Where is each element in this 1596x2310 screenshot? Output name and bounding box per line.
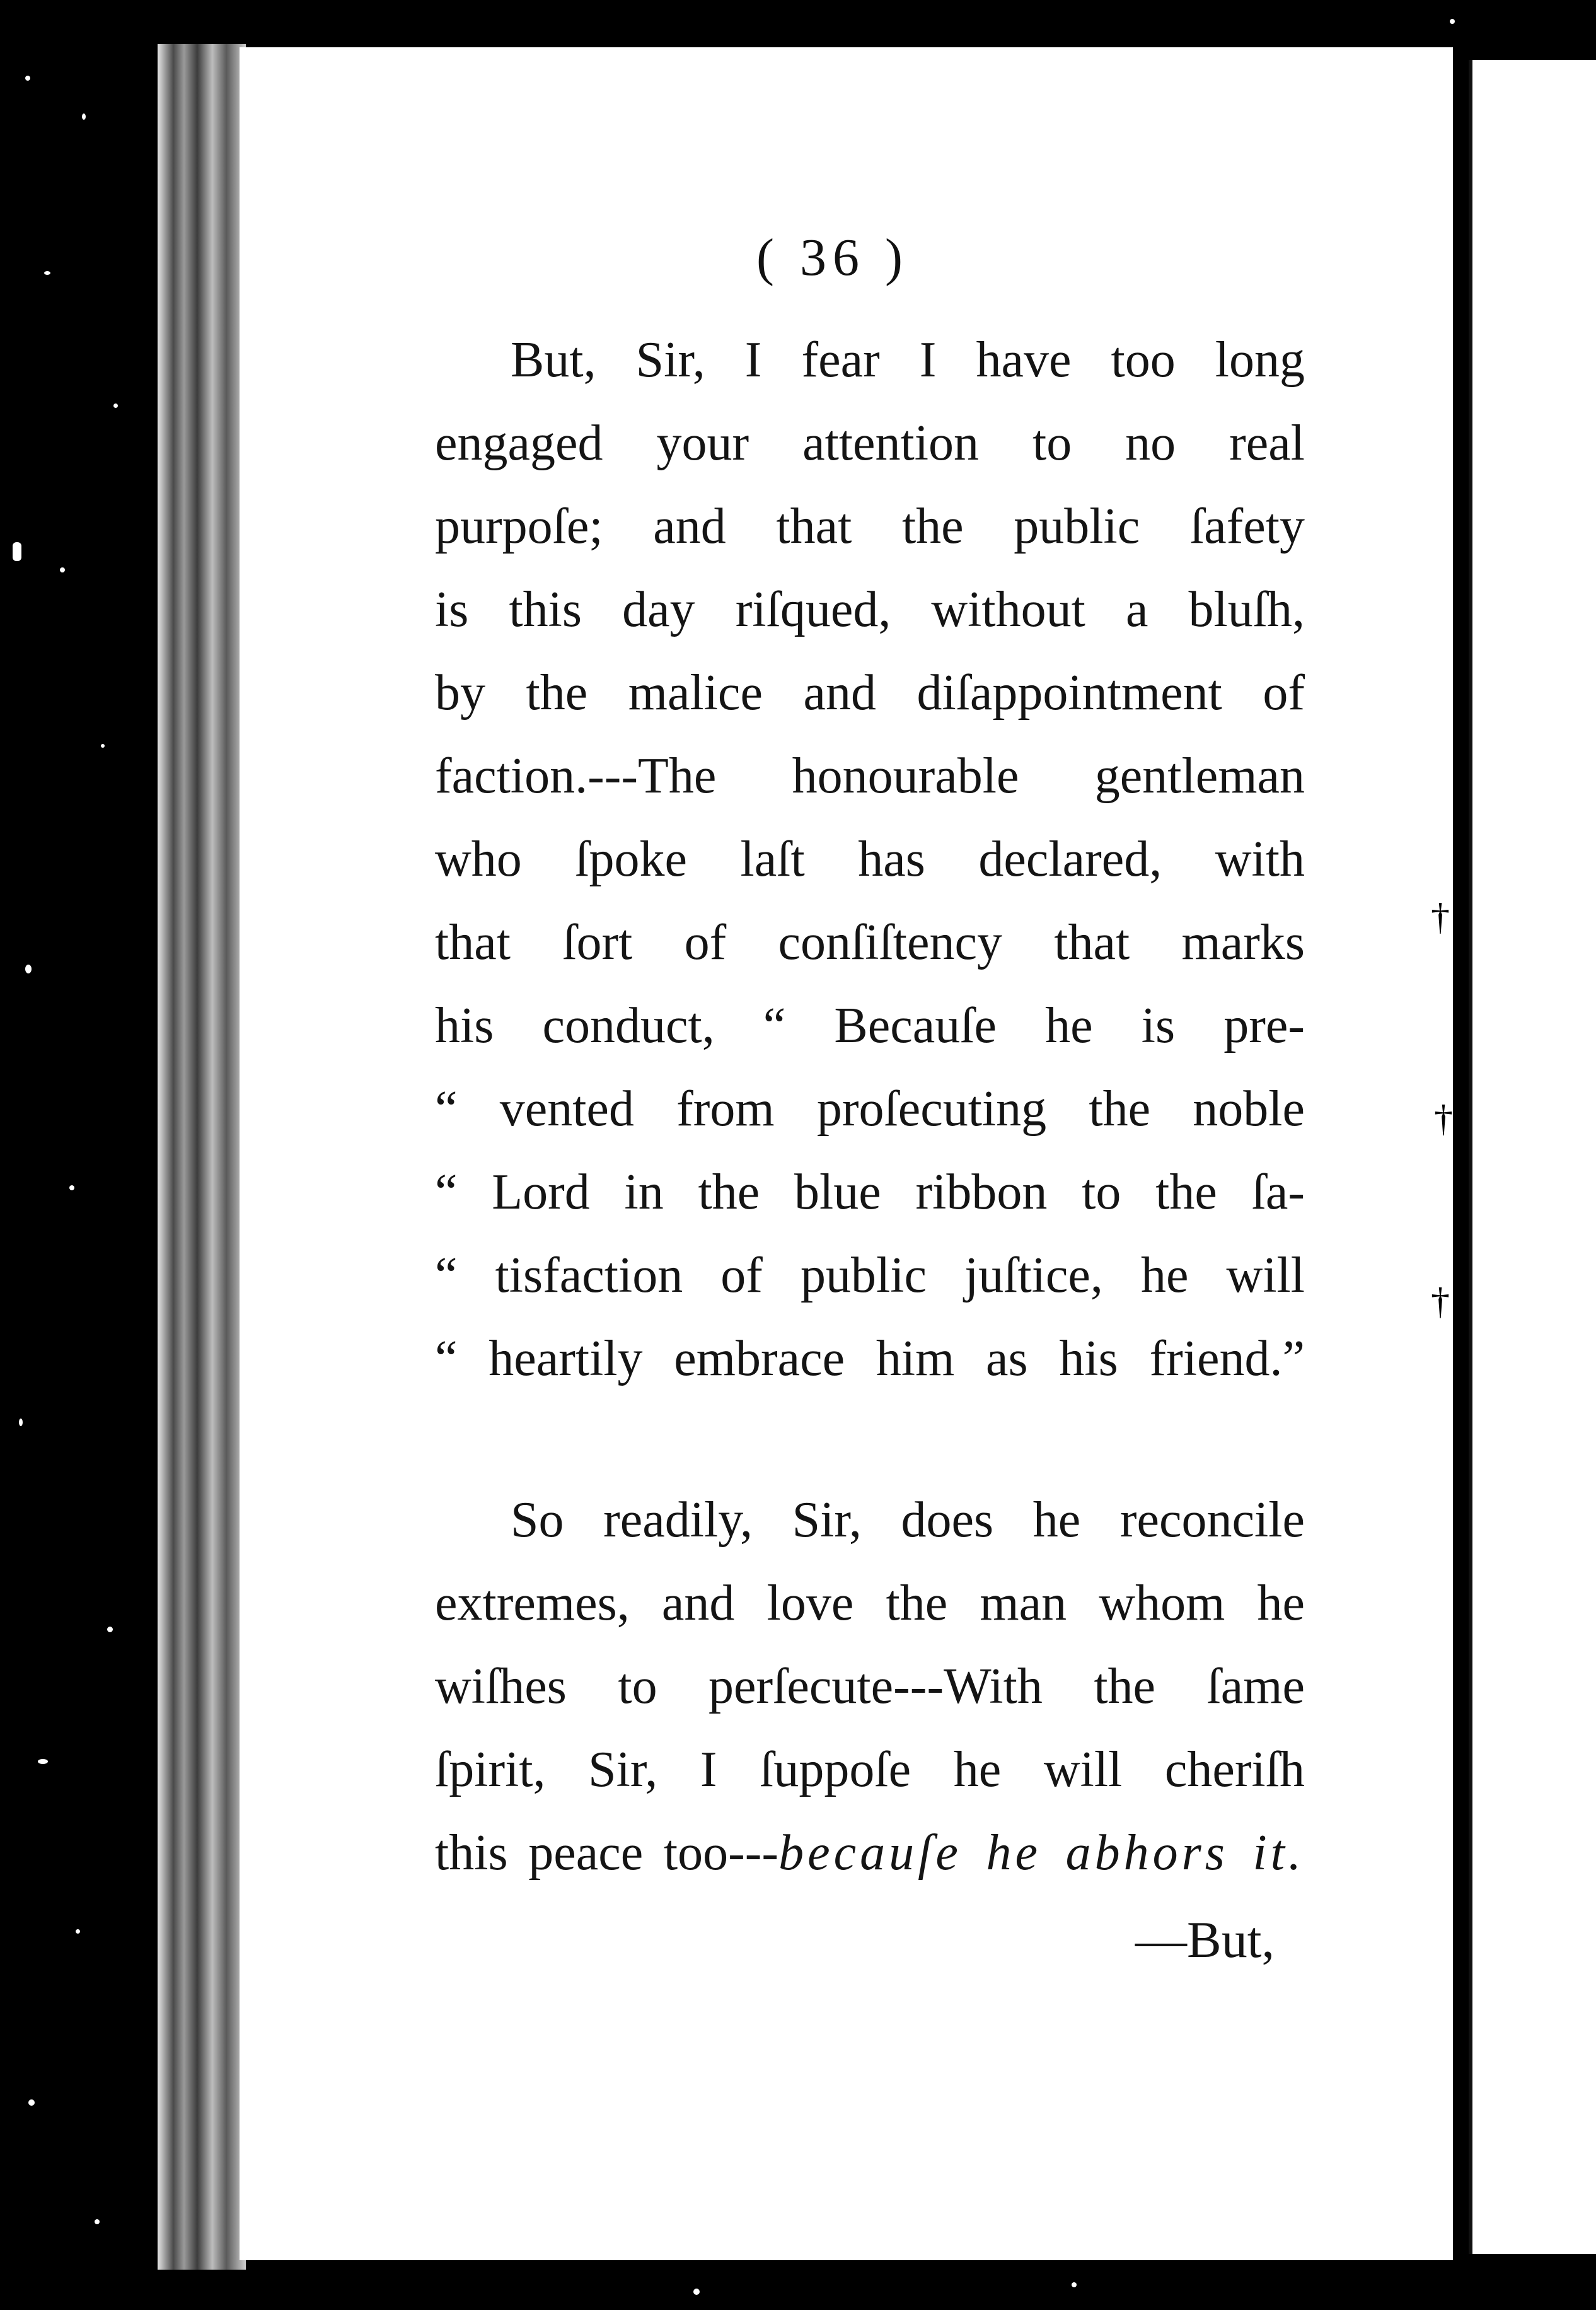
speck: [60, 567, 65, 572]
ink-mark: †: [1431, 896, 1450, 937]
paragraph-2: [435, 1478, 1305, 1895]
text-line: “ Lord in the blue ribbon to the ſa-: [435, 1164, 1305, 1220]
paragraph-1: [435, 318, 1305, 1400]
speck: [44, 271, 50, 275]
speck: [28, 2099, 35, 2106]
speck: [113, 403, 118, 408]
text-line: who ſpoke laſt has declared, with: [435, 832, 1305, 887]
text-line: engaged your attention to no real: [435, 415, 1305, 471]
speck: [82, 113, 86, 120]
text-line: by the malice and diſappointment of: [435, 665, 1305, 721]
speck: [101, 744, 105, 748]
text-line: purpoſe; and that the public ſafety: [435, 499, 1305, 554]
speck: [95, 2219, 100, 2224]
text-italic: becauſe he abhors it.: [778, 1825, 1305, 1881]
text-line: ſpirit, Sir, I ſuppoſe he will cheriſh: [435, 1742, 1305, 1797]
text-line: “ vented from proſecuting the noble: [435, 1081, 1305, 1137]
speck: [693, 2289, 700, 2295]
speck: [19, 1419, 23, 1426]
text-line: But, Sir, I fear I have too long: [511, 332, 1305, 388]
text-line-last: [435, 1811, 1305, 1895]
speck: [38, 1759, 48, 1764]
text-line: his conduct, “ Becauſe he is pre-: [435, 998, 1305, 1053]
text-line: is this day riſqued, without a bluſh,: [435, 582, 1305, 637]
speck: [1072, 2282, 1077, 2287]
book-spine: [158, 44, 246, 2270]
speck: [25, 965, 32, 973]
speck: [107, 1627, 113, 1632]
text-line: wiſhes to perſecute---With the ſame: [435, 1659, 1305, 1714]
ink-mark: †: [1431, 1280, 1450, 1322]
text-line: faction.---The honourable gentleman: [435, 748, 1305, 804]
page-number: ( 36 ): [756, 228, 909, 287]
text-line: extremes, and love the man whom he: [435, 1576, 1305, 1631]
text-line: that ſort of conſiſtency that marks: [435, 915, 1305, 970]
speck: [25, 76, 30, 81]
facing-page-edge: [1469, 60, 1596, 2254]
ink-mark: †: [1434, 1098, 1453, 1139]
text-line: “ tisfaction of public juſtice, he will: [435, 1248, 1305, 1303]
speck: [13, 542, 21, 561]
catchword: —But,: [1135, 1911, 1275, 1968]
text-line: So readily, Sir, does he reconcile: [511, 1492, 1305, 1548]
speck: [1450, 19, 1455, 24]
speck: [69, 1185, 74, 1190]
speck: [76, 1929, 80, 1934]
text-plain: this peace too---: [435, 1825, 779, 1881]
text-line: “ heartily embrace him as his friend.”: [435, 1331, 1305, 1386]
